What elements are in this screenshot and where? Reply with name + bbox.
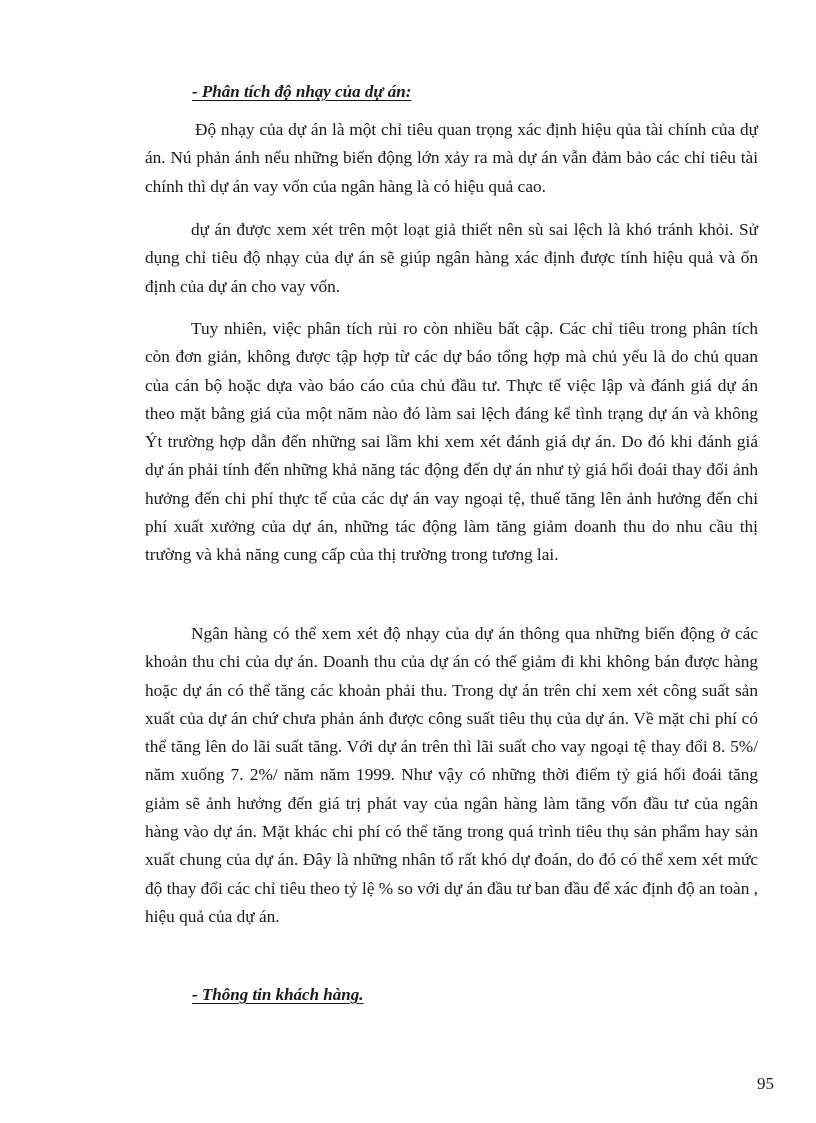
section-heading-sensitivity: - Phân tích độ nhạy của dự án:: [192, 82, 412, 101]
section-heading-customer-info: - Thông tin khách hàng.: [192, 985, 364, 1004]
paragraph: Độ nhạy của dự án là một chỉ tiêu quan trọng xác định hiệu qủa tài chính của dự án. Nú phản ánh nếu những biến động lớn xảy ra mà dự án vẫn đảm bảo các chỉ tiêu tài chính thì dự án vay vốn của ngân hàng là có hiệu quả cao.: [145, 120, 758, 196]
paragraph: dự án được xem xét trên một loạt giả thiết nên sù sai lệch là khó tránh khỏi. Sử dụng chỉ tiêu độ nhạy của dự án sẽ giúp ngân hàng xác định được tính hiệu quả và ổn định của dự án cho vay vốn.: [145, 220, 758, 296]
page-number: 95: [757, 1074, 774, 1093]
paragraph: Tuy nhiên, việc phân tích rủi ro còn nhiều bất cập. Các chỉ tiêu trong phân tích còn đơn giản, không được tập hợp từ các dự báo tổng hợp mà chủ yếu là do chủ quan của cán bộ hoặc dựa vào báo cáo của chủ đầu tư. Thực tế việc lập và đánh giá dự án theo mặt bằng giá của một năm nào đó làm sai lệch đáng kể tình trạng dự án và không Ýt trường hợp dẫn đến những sai lầm khi xem xét đánh giá dự án. Do đó khi đánh giá dự án phải tính đến những khả năng tác động đến dự án như tỷ giá hối đoái thay đổi ảnh hưởng đến chi phí thực tế của các dự án vay ngoại tệ, thuế tăng lên ảnh hưởng đến chi phí xuất xưởng của dự án, những tác động làm tăng giảm doanh thu do nhu cầu thị trường và khả năng cung cấp của thị trường trong tương lai.: [145, 319, 758, 565]
paragraph: Ngân hàng có thể xem xét độ nhạy của dự án thông qua những biến động ở các khoản thu chi của dự án. Doanh thu của dự án có thể giảm đi khi không bán được hàng hoặc dự án có thể tăng các khoản phải thu. Trong dự án trên chỉ xem xét công suất sản xuất của dự án chứ chưa phản ánh được công suất tiêu thụ của dự án. Về mặt chi phí có thể tăng lên do lãi suất tăng. Với dự án trên thì lãi suất cho vay ngoại tệ thay đổi 8. 5%/ năm xuống 7. 2%/ năm năm 1999. Như vậy có những thời điểm tỷ giá hối đoái tăng giảm sẽ ảnh hưởng đến giá trị phát vay của ngân hàng làm tăng vốn đầu tư của ngân hàng vào dự án. Mặt khác chi phí có thể tăng trong quá trình tiêu thụ sản phẩm hay sản xuất chung của dự án. Đây là những nhân tố rất khó dự đoán, do đó có thể xem xét mức độ thay đổi các chỉ tiêu theo tỷ lệ % so với dự án đầu tư ban đầu để xác định độ an toàn , hiệu quả của dự án.: [145, 624, 758, 926]
